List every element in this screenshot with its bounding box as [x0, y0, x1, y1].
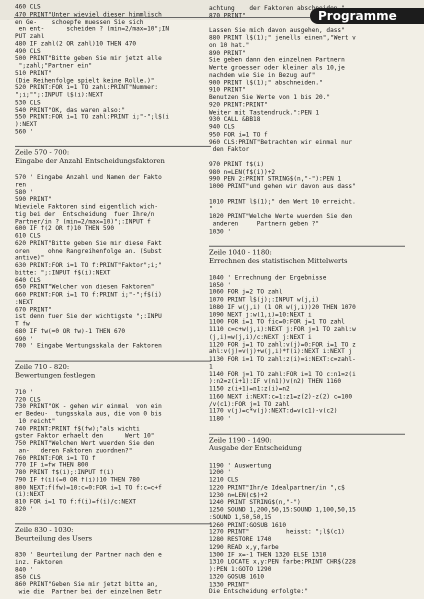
- section-tab: Programme: [310, 8, 424, 24]
- code-line: 900 PRINT l$(1);" abschneiden.": [209, 79, 323, 87]
- code-line: 910 PRINT": [209, 86, 246, 94]
- code-line: 630 PRINT:FOR i=1 TO f:PRINT"Faktor";i;": [15, 262, 162, 270]
- code-line: 1160 NEXT i:NEXT:c=1:z1=z(2)-z(2) c=100: [209, 393, 353, 401]
- code-line: 760 PRINT:FOR i=1 TO f: [15, 454, 96, 462]
- code-line: ):PEN 1:GOTO 1290: [209, 566, 272, 573]
- code-line: 880 PRINT l$(1);" jenells einen","Wert v: [209, 34, 356, 42]
- code-line: 610 CLS: [15, 233, 41, 240]
- code-line: 580 ': [15, 189, 34, 196]
- code-line: 1210 CLS: [209, 477, 239, 484]
- blank-line: [15, 382, 211, 389]
- code-line: 730 PRINT"OK - gehen wir einmal von ein: [15, 403, 162, 411]
- code-line: PUT zahl: [15, 33, 45, 40]
- code-line: 510 PRINT": [15, 69, 52, 77]
- code-line: ):n2=z(i+1):IF v(n1))v(n2) THEN 1160: [209, 378, 342, 386]
- code-line: (j,i)=w(j,i)/c:NEXT j:NEXT i: [209, 333, 312, 341]
- code-line: ";i;"";:INPUT l$(i):NEXT: [15, 91, 104, 99]
- code-line: ren: [15, 181, 27, 189]
- code-line: 1250 SOUND 1,200,50,15:SOUND 1,100,50,15: [209, 506, 356, 514]
- code-line: inz. Faktoren: [15, 559, 63, 566]
- code-line: 670 PRINT": [15, 306, 52, 314]
- code-line: 1070 PRINT l$(j);:INPUT w(j,i): [209, 296, 320, 304]
- code-line: 1040 ' Errechnung der Ergebnisse: [209, 274, 327, 282]
- code-line: 1300 IF x=-1 THEN 1320 ELSE 1310: [209, 551, 327, 559]
- code-line: 810 FOR i=1 TO f:f(i)=f(i)/c:NEXT: [15, 498, 137, 506]
- code-line: 1280 RESTORE 1740: [209, 536, 272, 544]
- code-line: 640 CLS: [15, 277, 41, 284]
- code-line: 740 PRINT:PRINT f$(fw);"als wichti: [15, 425, 140, 433]
- code-line: 1180 ': [209, 415, 232, 423]
- code-line: 1060 FOR j=2 TO zahl: [209, 289, 283, 297]
- code-line: 1200 ': [209, 469, 232, 477]
- section-heading: Zeile 710 - 820:: [15, 361, 211, 372]
- section-heading: Zeile 1040 - 1180:: [209, 246, 405, 257]
- code-line: 890 PRINT": [209, 49, 246, 57]
- code-line: 850 CLS: [15, 574, 41, 581]
- code-line: 830 ' Beurteilung der Partner nach den e: [15, 552, 162, 559]
- blank-line: [209, 235, 405, 242]
- code-line: :SOUND 1,50,50,15: [209, 514, 272, 521]
- code-line: 860 PRINT"Geben Sie mir jetzt bitte an,: [15, 581, 159, 588]
- code-line: 1020 PRINT"Welche Werte wuerden Sie den: [209, 213, 353, 220]
- code-line: 620 PRINT"Bitte geben Sie mir diese Fakt: [15, 240, 162, 248]
- code-line: 940 CLS: [209, 123, 235, 131]
- section-subheading: Errechnen des statistischen Mittelwerts: [209, 256, 348, 265]
- code-line: bitte: ";:INPUT f$(i):NEXT: [15, 269, 111, 277]
- code-line: 1080 IF w(j,i) (1 OR w(j,i))20 THEN 1070: [209, 304, 356, 311]
- code-line: Sie geben dann den einzelnen Partnern: [209, 57, 345, 64]
- code-line: 1090 NEXT j:w(1,i)=10:NEXT i: [209, 311, 312, 319]
- code-line: 470 PRINT"Unter wieviel dieser himmlisch: [15, 11, 162, 18]
- code-line: (Die Reihenfolge spielt keine Rolle.)": [15, 77, 155, 84]
- code-line: ahl:v(j)=v(j)+w(j,i)*f(i):NEXT i:NEXT j: [209, 348, 353, 356]
- blank-line: [15, 545, 211, 552]
- code-line: 1230 n=LEN(c$)+2: [209, 491, 268, 499]
- code-line: 520 PRINT:FOR i=1 TO zahl:PRINT"Nummer:: [15, 84, 159, 92]
- code-line: an- deren Faktoren zuordnen?": [15, 447, 133, 455]
- code-line: 950 FOR i=1 TO f: [209, 131, 268, 139]
- code-line: 1330 PRINT": [209, 581, 250, 588]
- code-line: 690 ': [15, 335, 34, 343]
- code-line: 1290 READ x,y,farbe: [209, 543, 279, 551]
- code-line: 1170 v(j)=c*v(j):NEXT:d=v(c1)-v(c2): [209, 408, 338, 415]
- code-line: 1030 ': [209, 228, 232, 235]
- right-column: [209, 5, 405, 596]
- section-subheading: Bewertungen festlegen: [15, 371, 96, 380]
- code-line: 1150 z(i+1)=n1:z(i)=n2: [209, 385, 290, 393]
- code-line: 1190 ' Auswertung: [209, 462, 272, 469]
- section-heading: Zeile 830 - 1030:: [15, 524, 211, 535]
- code-line: 10 reicht": [15, 418, 56, 425]
- code-line: 990 PEN 2:PRINT STRING$(n,"-"):PEN 1: [209, 175, 342, 183]
- code-line: 480 IF zahl(2 OR zahl)10 THEN 470: [15, 40, 137, 48]
- code-line: 1120 FOR j=1 TO zahl:v(j)=0:FOR i=1 TO z: [209, 341, 356, 349]
- code-line: Partner/in ? (min=2/max=10)";:INPUT f: [15, 218, 151, 226]
- code-line: den Faktor: [209, 146, 250, 153]
- blank-line: [209, 191, 405, 198]
- blank-line: [209, 267, 405, 274]
- code-line: 710 ': [15, 388, 34, 396]
- code-line: tig bei der Entscheidung fuer Ihre/n: [15, 211, 155, 218]
- code-line: er Bedeu- tungsskala aus, die von 0 bis: [15, 410, 162, 418]
- code-line: 920 PRINT:PRINT": [209, 101, 268, 109]
- code-line: /v(c1):FOR j=1 TO zahl: [209, 400, 290, 408]
- blank-line: [15, 350, 211, 357]
- code-line: antive)": [15, 255, 45, 262]
- code-line: Lassen Sie mich davon ausgehen, dass": [209, 27, 345, 35]
- code-line: ist denn fuer Sie der wichtigste ";:INPU: [15, 313, 162, 321]
- code-line: Wieviele Faktoren sind eigentlich wich-: [15, 203, 159, 211]
- code-line: 560 ': [15, 128, 34, 136]
- code-line: :NEXT: [15, 299, 34, 306]
- code-line: 960 CLS:PRINT"Betrachten wir einmal nur: [209, 138, 353, 146]
- code-line: ": [209, 205, 213, 213]
- code-line: 500 PRINT"Bitte geben Sie mir jetzt alle: [15, 55, 162, 62]
- code-line: 1320 GOSUB 1610: [209, 573, 265, 581]
- code-line: 570 ' Eingabe Anzahl und Namen der Fakto: [15, 174, 162, 182]
- section-heading: Zeile 570 - 700:: [15, 146, 211, 157]
- section-subheading: Eingabe der Anzahl Entscheidungsfaktoren: [15, 157, 165, 165]
- code-line: 1260 PRINT:GOSUB 1610: [209, 521, 287, 529]
- code-line: Die Entscheidung erfolgte:": [209, 588, 309, 596]
- code-line: Benutzen Sie Werte von 1 bis 20.": [209, 94, 331, 101]
- code-line: achtung der Faktoren abschneiden.": [209, 5, 345, 12]
- code-line: 1100 FOR i=1 TO fic=0:FOR j=1 TO zahl: [209, 319, 345, 326]
- code-line: wie die Partner bei der einzelnen Betr: [15, 588, 162, 596]
- code-line: 1130 FOR i=1 TO zahl:z(i)=i:NEXT:c=zahl-: [209, 356, 356, 363]
- code-line: 1000 PRINT"und gehen wir davon aus dass": [209, 183, 356, 191]
- code-line: en ent- scheiden ? (min=2/max=10";IN: [15, 25, 170, 33]
- code-line: 530 CLS: [15, 99, 41, 106]
- code-line: 1010 PRINT l$(1);" den Wert 10 erreicht.: [209, 198, 356, 205]
- code-line: 600 IF f(2 OR f)10 THEN 590: [15, 225, 115, 233]
- blank-line: [15, 167, 211, 174]
- code-line: 490 CLS: [15, 47, 41, 55]
- code-line: 540 PRINT"OK, das waren also:": [15, 106, 126, 114]
- code-line: 1240 PRINT STRING$(n,"-"): [209, 499, 301, 507]
- code-line: 680 IF fw(=0 OR fw)-1 THEN 670: [15, 328, 126, 336]
- code-line: 780 PRINT f$(i);:INPUT f(i): [15, 469, 115, 477]
- blank-line: [209, 154, 405, 161]
- code-line: 840 ': [15, 566, 34, 574]
- code-line: Werte groesser oder kleiner als 10,je: [209, 64, 345, 72]
- code-line: Weiter mit Tastendruck.":PEN 1: [209, 109, 320, 116]
- code-line: 970 PRINT f$(i): [209, 161, 265, 168]
- code-line: T fw: [15, 321, 30, 328]
- code-line: on 10 hat.": [209, 42, 250, 49]
- code-line: 980 n=LEN(f$(i))+2: [209, 168, 276, 176]
- code-line: 870 PRINT": [209, 12, 246, 20]
- code-line: 650 PRINT"Welcher von diesen Faktoren": [15, 284, 155, 292]
- code-line: 590 PRINT": [15, 196, 52, 204]
- code-line: 790 IF f(i)(=0 OR f(i))10 THEN 780: [15, 476, 140, 484]
- blank-line: [209, 20, 405, 27]
- code-line: 550 PRINT:FOR i=1 TO zahl:PRINT i;"-";l$(i: [15, 113, 170, 121]
- code-line: 930 CALL &BB18: [209, 116, 261, 124]
- code-line: 770 IF i=fw THEN 800: [15, 462, 89, 469]
- code-line: oren ohne Rangreihenfolge an. (Subst: [15, 247, 162, 255]
- code-line: ";zahl;"Partner ein": [15, 62, 93, 70]
- code-line: 1140 FOR j=1 TO zahl:FOR i=1 TO c:n1=z(i: [209, 371, 356, 378]
- code-line: 750 PRINT"Welchen Wert wuerden Sie den: [15, 440, 155, 447]
- code-line: (i):NEXT: [15, 491, 45, 499]
- code-line: 460 CLS: [15, 4, 41, 11]
- code-line: nachdem wie Sie in Bezug auf": [209, 71, 316, 79]
- left-column: [15, 4, 211, 596]
- code-line: 700 ' Eingabe Wertungsskala der Faktoren: [15, 343, 162, 350]
- code-line: 660 PRINT:FOR i=1 TO f:PRINT i;"-";f$(i): [15, 291, 162, 299]
- code-line: 1050 ': [209, 281, 232, 289]
- section-heading: Zeile 1190 - 1490:: [209, 433, 405, 444]
- code-line: 800 NEXT:f(fw)=10:c=0:FOR i=1 TO f:c=c+f: [15, 484, 162, 491]
- code-line: 1220 PRINT"Ihr/e Idealpartner/in ",c$: [209, 484, 345, 492]
- code-line: 720 CLS: [15, 396, 41, 403]
- code-line: gster Faktor erhaelt den Wert 10": [15, 432, 155, 440]
- section-subheading: Ausgabe der Entscheidung: [209, 444, 302, 453]
- code-line: 1310 LOCATE x,y:PEN farbe:PRINT CHR$(228: [209, 558, 356, 566]
- code-line: 1: [209, 363, 213, 371]
- blank-line: [209, 423, 405, 430]
- blank-line: [15, 136, 211, 143]
- blank-line: [15, 514, 211, 521]
- code-line: 1110 c=c+w(j,i):NEXT j:FOR j=1 TO zahl:w: [209, 326, 356, 334]
- code-line: anderen Partnern geben ?": [209, 220, 320, 228]
- code-line: ):NEXT: [15, 121, 38, 128]
- code-line: 1270 PRINT" heisst: ";l$(c1): [209, 529, 345, 536]
- code-line: 820 ': [15, 506, 34, 513]
- blank-line: [209, 455, 405, 462]
- code-line: en Ge- schoepfe muessen Sie sich: [15, 18, 144, 26]
- section-subheading: Beurteilung des Users: [15, 534, 93, 543]
